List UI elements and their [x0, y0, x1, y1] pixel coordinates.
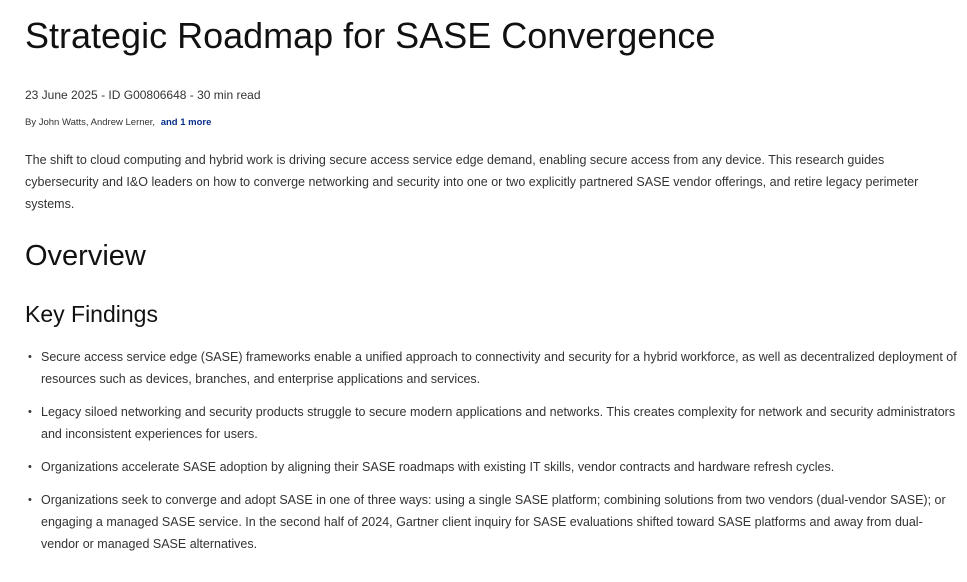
key-findings-heading: Key Findings	[25, 301, 158, 327]
finding-text: Legacy siloed networking and security products struggle to secure modern applications and networks. This creates complexity for network and security administrators and inconsistent experiences for users.	[41, 405, 956, 441]
finding-text: Organizations accelerate SASE adoption by aligning their SASE roadmaps with existing IT skills, vendor contracts and hardware refresh cycles.	[41, 460, 835, 474]
bullet-icon: •	[28, 461, 32, 473]
list-item	[25, 489, 960, 555]
bullet-icon: •	[28, 406, 32, 418]
list-item	[25, 456, 960, 478]
list-item	[25, 346, 960, 390]
list-item	[25, 401, 960, 445]
more-authors-link[interactable]: and 1 more	[160, 117, 212, 128]
key-findings-list	[25, 346, 960, 566]
document-summary: The shift to cloud computing and hybrid work is driving secure access service edge demand, enabling secure access from any device. This research guides cybersecurity and I&O leaders on how to converge networking and security into one or two explicitly partnered SASE vendor offerings, and retire legacy perimeter systems.	[25, 153, 919, 211]
author-line	[25, 117, 211, 129]
finding-text: Organizations seek to converge and adopt SASE in one of three ways: using a single SASE platform; combining solutions from two vendors (dual-vendor SASE); or engaging a managed SASE service. In the second half of 2024, Gartner client inquiry for SASE evaluations shifted toward SASE platforms and away from dual-vendor or managed SASE alternatives.	[41, 493, 946, 551]
overview-heading: Overview	[25, 240, 146, 272]
bullet-icon: •	[28, 494, 32, 506]
author-names: By John Watts, Andrew Lerner,	[25, 117, 156, 128]
page-title: Strategic Roadmap for SASE Convergence	[25, 15, 716, 56]
document-meta: 23 June 2025 - ID G00806648 - 30 min read	[25, 88, 261, 102]
bullet-icon: •	[28, 351, 32, 363]
finding-text: Secure access service edge (SASE) frameworks enable a unified approach to connectivity and security for a hybrid workforce, as well as decentralized deployment of resources such as devices, branches, and enterprise applications and services.	[41, 350, 957, 386]
